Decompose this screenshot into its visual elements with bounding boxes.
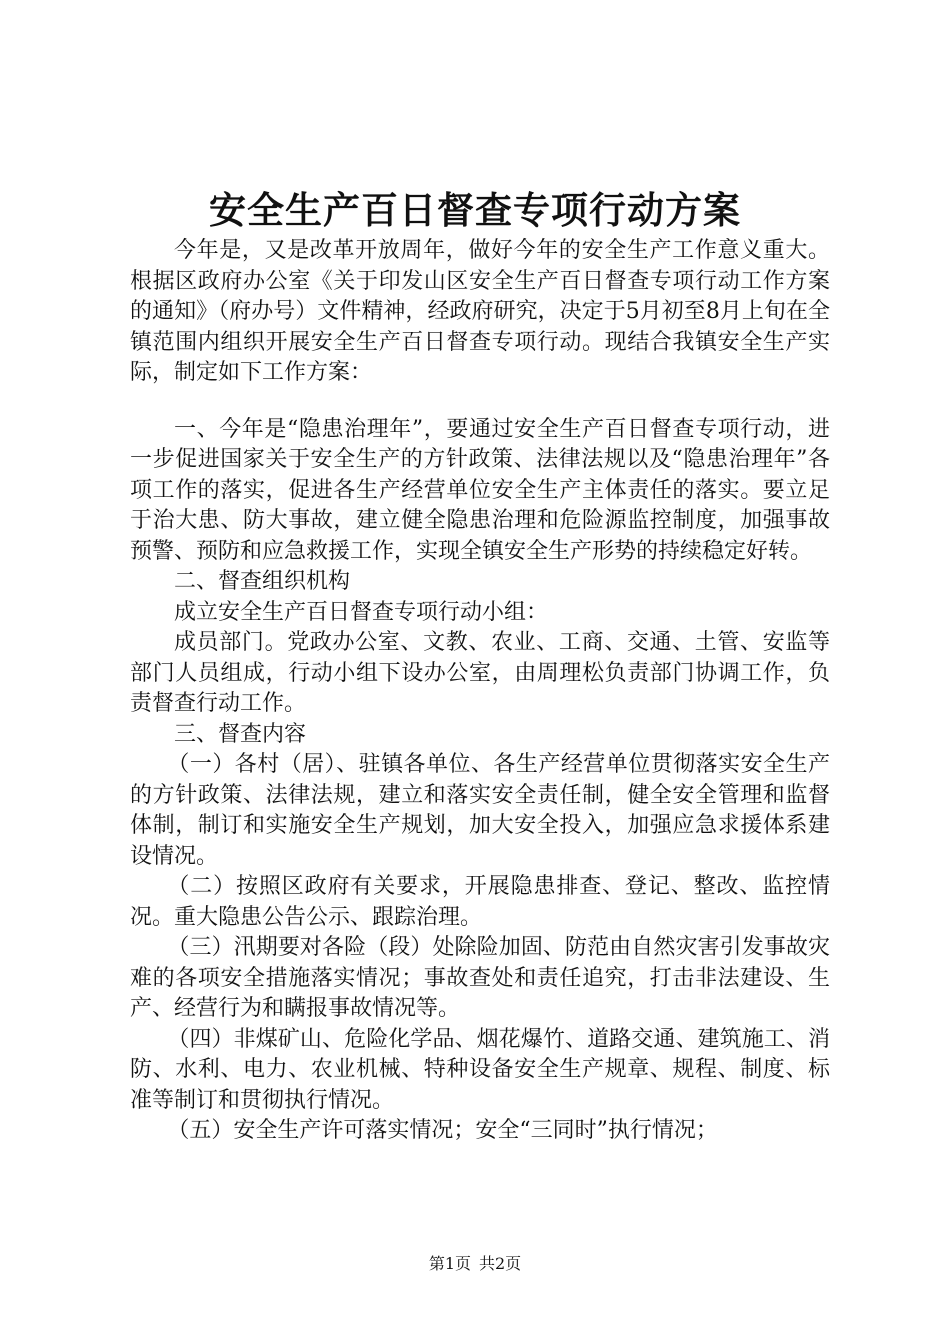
section-2-heading: 二、督查组织机构 [174,569,351,594]
page-footer [0,1254,950,1274]
document-title: 安全生产百日督查专项行动方案 [209,188,741,232]
section-3-item-2: （二）按照区政府有关要求，开展隐患排查、登记、整改、监控情况。重大隐患公告公示、跟踪治理。 [130,874,830,930]
section-3-item-5: （五）安全生产许可落实情况；安全“三同时”执行情况； [167,1118,718,1143]
section-1-paragraph: 一、今年是“隐患治理年”，要通过安全生产百日督查专项行动，进一步促进国家关于安全生产的方针政策、法律法规以及“隐患治理年”各项工作的落实，促进各生产经营单位安全生产主体责任的落实。要立足于治大患、防大事故，建立健全隐患治理和危险源监控制度，加强事故预警、预防和应急救援工作，实现全镇安全生产形势的持续稳定好转。 [130,416,830,564]
document-body [130,236,830,1147]
section-3-heading: 三、督查内容 [174,721,307,747]
section-2-members-paragraph: 成员部门。党政办公室、文教、农业、工商、交通、土管、安监等部门人员组成，行动小组下设办公室，由周理松负责部门协调工作，负责督查行动工作。 [130,630,830,716]
section-3-item-4: （四）非煤矿山、危险化学品、烟花爆竹、道路交通、建筑施工、消防、水利、电力、农业机械、特种设备安全生产规章、规程、制度、标准等制订和贯彻执行情况。 [130,1026,830,1113]
section-3-item-3: （三）汛期要对各险（段）处除险加固、防范由自然灾害引发事故灾难的各项安全措施落实情况；事故查处和责任追究，打击非法建设、生产、经营行为和瞒报事故情况等。 [130,935,830,1021]
section-2-group-paragraph: 成立安全生产百日督查专项行动小组： [174,599,549,625]
page-number: 第1页 [428,1254,471,1273]
section-3-item-1: （一）各村（居）、驻镇各单位、各生产经营单位贯彻落实安全生产的方针政策、法律法规，建立和落实安全责任制，健全安全管理和监督体制，制订和实施安全生产规划，加大安全投入，加强应急求援体系建设情况。 [130,752,830,869]
intro-paragraph: 今年是，又是改革开放周年，做好今年的安全生产工作意义重大。根据区政府办公室《关于印发山区安全生产百日督查专项行动工作方案的通知》（府办号）文件精神，经政府研究，决定于5月初至8月上旬在全镇范围内组织开展安全生产百日督查专项行动。现结合我镇安全生产实际，制定如下工作方案： [130,238,830,385]
page-total: 共2页 [479,1254,522,1273]
